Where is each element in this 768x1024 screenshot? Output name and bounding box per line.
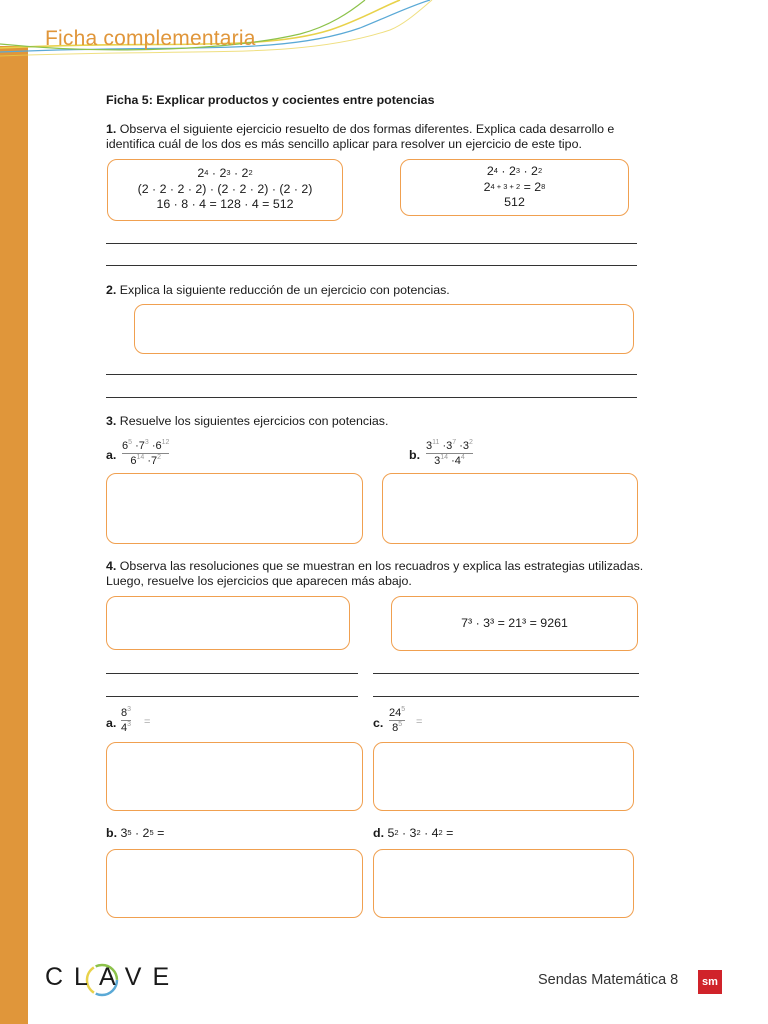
q3-a-answer-box[interactable] [106,473,363,544]
question-2 [106,283,450,298]
answer-line[interactable] [106,265,637,266]
q1-left-line-2: (2 · 2 · 2 · 2) · (2 · 2 · 2) · (2 · 2) [137,181,313,196]
question-text: Explica la siguiente reducción de un ejercicio con potencias. [119,283,450,297]
q1-left-box [107,159,343,221]
question-number: 1. [106,122,117,136]
denominator: $3^{14} \cdot 4^4$ [434,454,465,467]
q4-b-answer-box[interactable] [106,849,363,918]
q4-a-fraction [121,707,131,734]
q4-d-item [373,826,453,841]
q4-right-expression: 7³ · 3³ = 21³ = 9261 [461,616,568,630]
q3-a-fraction [122,440,169,467]
sheet-title: Ficha 5: Explicar productos y cocientes entre potencias [106,93,435,107]
q4-b-item [106,826,164,841]
q4-b-label: b. [106,826,118,840]
question-number: 3. [106,414,117,428]
equals-sign: = [144,716,151,728]
q3-b-fraction [426,440,473,467]
question-text: Observa las resoluciones que se muestran en los recuadros y explica las estrategias utilizadas. Luego, resuelve los ejercicios que aparecen más abajo. [106,559,644,588]
equals-sign: = [416,716,423,728]
q4-c-label: c. [373,716,384,730]
q1-right-line-2: $2^{4 + 3 + 2} = 2^8$ [483,179,546,194]
q4-a-answer-box[interactable] [106,742,363,811]
fraction-bar [122,453,169,454]
question-text: Resuelve los siguientes ejercicios con potencias. [119,414,389,428]
q4-d-answer-box[interactable] [373,849,634,918]
answer-line[interactable] [106,243,637,244]
numerator: $24^5$ [389,706,406,719]
q3-b-label: b. [409,448,421,462]
question-3 [106,414,388,429]
denominator: $4^3$ [121,721,132,734]
q4-right-box [391,596,638,651]
orange-sidebar [0,46,28,1024]
numerator: $6^5 \cdot 7^3 \cdot 6^{12}$ [122,439,170,452]
answer-line[interactable] [106,397,637,398]
q1-left-line-3: 16 · 8 · 4 = 128 · 4 = 512 [156,197,294,211]
answer-line[interactable] [106,374,637,375]
footer-brand: CLAVE [45,963,181,991]
numerator: $3^{11} \cdot 3^7 \cdot 3^2$ [426,439,473,452]
footer-book-title: Sendas Matemática 8 [538,972,679,988]
q1-right-box [400,159,629,216]
q4-c-answer-box[interactable] [373,742,634,811]
q1-right-line-3: 512 [504,195,525,209]
question-1 [106,122,646,152]
q1-right-line-1: $2^4 \cdot 2^3 \cdot 2^2$ [486,164,543,178]
question-4 [106,559,656,589]
sm-publisher-logo: sm [698,970,722,994]
fraction-bar [426,453,473,454]
q4-d-label: d. [373,826,385,840]
header-title: Ficha complementaria [45,27,256,50]
denominator: $8^5$ [392,721,403,734]
q4-d-expression: $5^2 \cdot 3^2 \cdot 4^2$ = [387,826,454,840]
q4-a-label: a. [106,716,117,730]
q4-left-box [106,596,350,650]
q4-b-expression: $3^5 \cdot 2^5$ = [120,826,165,840]
numerator: $8^3$ [121,706,132,719]
answer-line[interactable] [106,696,358,697]
question-number: 4. [106,559,117,573]
q1-left-line-1: $2^4 \cdot 2^3 \cdot 2^2$ [197,166,253,180]
q3-a-label: a. [106,448,117,462]
q4-c-fraction [389,707,405,734]
question-number: 2. [106,283,117,297]
answer-line[interactable] [373,673,639,674]
q2-answer-box[interactable] [134,304,634,354]
denominator: $6^{14} \cdot 7^2$ [130,454,162,467]
q3-b-answer-box[interactable] [382,473,638,544]
answer-line[interactable] [106,673,358,674]
answer-line[interactable] [373,696,639,697]
question-text: Observa el siguiente ejercicio resuelto de dos formas diferentes. Explica cada desarrollo e identifica cuál de los dos es más sencillo aplicar para resolver un ejercicio de este tipo. [106,122,615,151]
